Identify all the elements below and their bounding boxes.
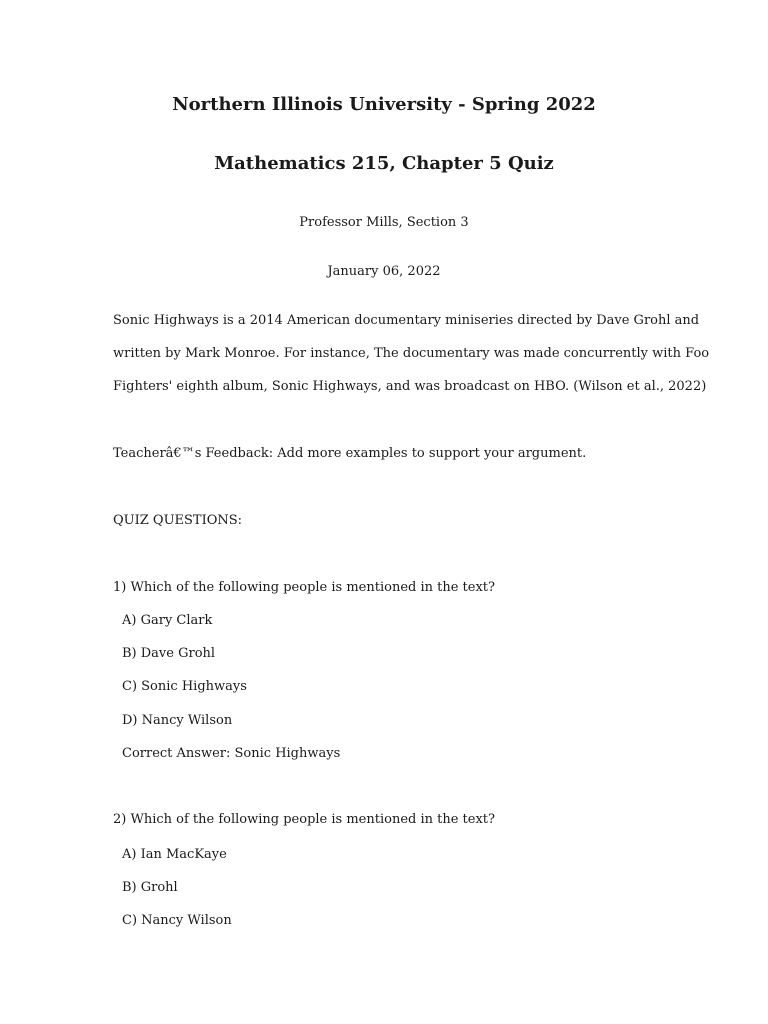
- teacher-feedback: Teacherâ€™s Feedback: Add more examples to support your argument.: [113, 446, 587, 461]
- question-2-option-b: B) Grohl: [122, 880, 178, 895]
- question-1-option-b: B) Dave Grohl: [122, 646, 216, 661]
- passage-line-3: Fighters' eighth album, Sonic Highways, and was broadcast on HBO. (Wilson et al., 2022): [113, 379, 707, 394]
- question-2-prompt: 2) Which of the following people is mentioned in the text?: [113, 812, 495, 827]
- question-1-option-c: C) Sonic Highways: [122, 679, 247, 694]
- quiz-heading: QUIZ QUESTIONS:: [113, 513, 243, 528]
- question-1-prompt: 1) Which of the following people is mentioned in the text?: [113, 580, 495, 595]
- university-title: Northern Illinois University - Spring 2022: [172, 94, 596, 115]
- passage-line-1: Sonic Highways is a 2014 American documentary miniseries directed by Dave Grohl and: [113, 313, 700, 328]
- question-1-answer: Correct Answer: Sonic Highways: [122, 746, 341, 761]
- professor-line: Professor Mills, Section 3: [299, 215, 469, 230]
- passage-line-2: written by Mark Monroe. For instance, The documentary was made concurrently with Foo: [113, 346, 710, 361]
- date-line: January 06, 2022: [327, 264, 441, 279]
- question-1-option-d: D) Nancy Wilson: [122, 713, 233, 728]
- question-2-option-a: A) Ian MacKaye: [122, 847, 227, 862]
- question-1-option-a: A) Gary Clark: [122, 613, 213, 628]
- course-title: Mathematics 215, Chapter 5 Quiz: [214, 153, 554, 174]
- question-2-option-c: C) Nancy Wilson: [122, 913, 232, 928]
